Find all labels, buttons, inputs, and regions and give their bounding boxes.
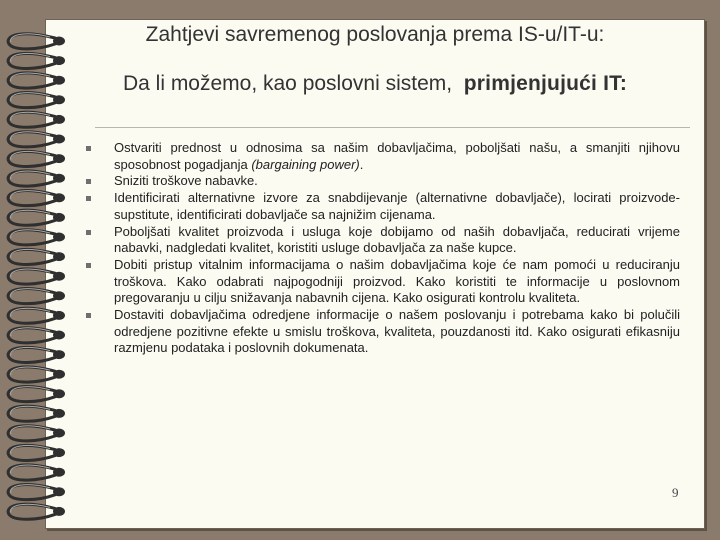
binding-ring-icon (8, 308, 65, 323)
binding-ring-icon (8, 230, 65, 245)
bullet-text: Ostvariti prednost u odnosima sa našim dobavljačima, poboljšati našu, a smanjiti njihovu sposobnost pogadjanja (114, 140, 680, 172)
binding-ring-icon (8, 132, 65, 147)
bullet-suffix: . (359, 156, 364, 172)
bullet-text: Poboljšati kvalitet proizvoda i usluga koje dobijamo od naših dobavljača, reducirati vrijeme nabavki, nadgledati kvalitet, koristiti usluge dobavljača za naše kupce. (114, 223, 680, 256)
bullet-text: Dostaviti dobavljačima odredjene informacije o našem poslovanju i potrebama kako bi polučili odredjene pozitivne efekte u smislu troškova, kvaliteta, pouzdanosti itd. Kako osigurati efikasniju razmjenu podataka i poslovnih dokumenata. (114, 307, 680, 356)
binding-ring-icon (8, 504, 65, 519)
binding-ring-icon (8, 387, 65, 402)
bullet-marker-icon (86, 179, 91, 184)
subtitle-prefix: Da li možemo, kao poslovni sistem, (122, 72, 453, 95)
binding-ring-icon (8, 53, 65, 68)
binding-ring-icon (8, 289, 65, 304)
bullet-item (80, 307, 680, 357)
slide-subtitle (55, 72, 695, 96)
binding-ring-icon (8, 112, 65, 127)
bullet-marker-icon (86, 230, 91, 235)
binding-ring-icon (8, 445, 65, 460)
bullet-item (80, 224, 680, 257)
binding-ring-icon (8, 465, 65, 480)
bullet-item (80, 257, 680, 307)
bullet-marker-icon (86, 263, 91, 268)
bullet-item (80, 140, 680, 173)
bullet-item (80, 190, 680, 223)
page-number: 9 (672, 485, 679, 500)
bullet-marker-icon (86, 196, 91, 201)
bullet-text: Dobiti pristup vitalnim informacijama o našim dobavljačima koje će nam pomoći u reduciranju troškova. Kako odabrati najpogodniji proizvod. Kako koristiti te informacije u poslovnom pregovaranju u cilju snižavanja nabavnih cijena. Kako osigurati kontrolu kvaliteta. (114, 256, 680, 306)
binding-ring-icon (8, 426, 65, 441)
bullet-marker-icon (86, 146, 91, 151)
bullet-text: Sniziti troškove nabavke. (114, 173, 258, 189)
bullet-text: Identificirati alternativne izvore za snabdijevanje (alternativne dobavljače), locirati proizvode-supstitute, identificirati dobavljače sa najnižim cijenama. (114, 190, 680, 222)
binding-ring-icon (8, 249, 65, 264)
binding-ring-icon (8, 171, 65, 186)
binding-ring-icon (8, 485, 65, 500)
binding-ring-icon (8, 210, 65, 225)
binding-ring-icon (8, 406, 65, 421)
binding-ring-icon (8, 328, 65, 343)
divider (95, 127, 690, 128)
slide-title: Zahtjevi savremenog poslovanja prema IS-u/IT-u: (145, 23, 605, 46)
binding-ring-icon (8, 191, 65, 206)
binding-ring-icon (8, 269, 65, 284)
bullet-marker-icon (86, 313, 91, 318)
bullet-list (80, 140, 680, 357)
bullet-italic: (bargaining power) (251, 156, 360, 172)
binding-ring-icon (8, 151, 65, 166)
binding-ring-icon (8, 367, 65, 382)
subtitle-emphasis: primjenjujući IT: (463, 72, 628, 95)
bullet-item (80, 173, 680, 190)
binding-ring-icon (8, 347, 65, 362)
